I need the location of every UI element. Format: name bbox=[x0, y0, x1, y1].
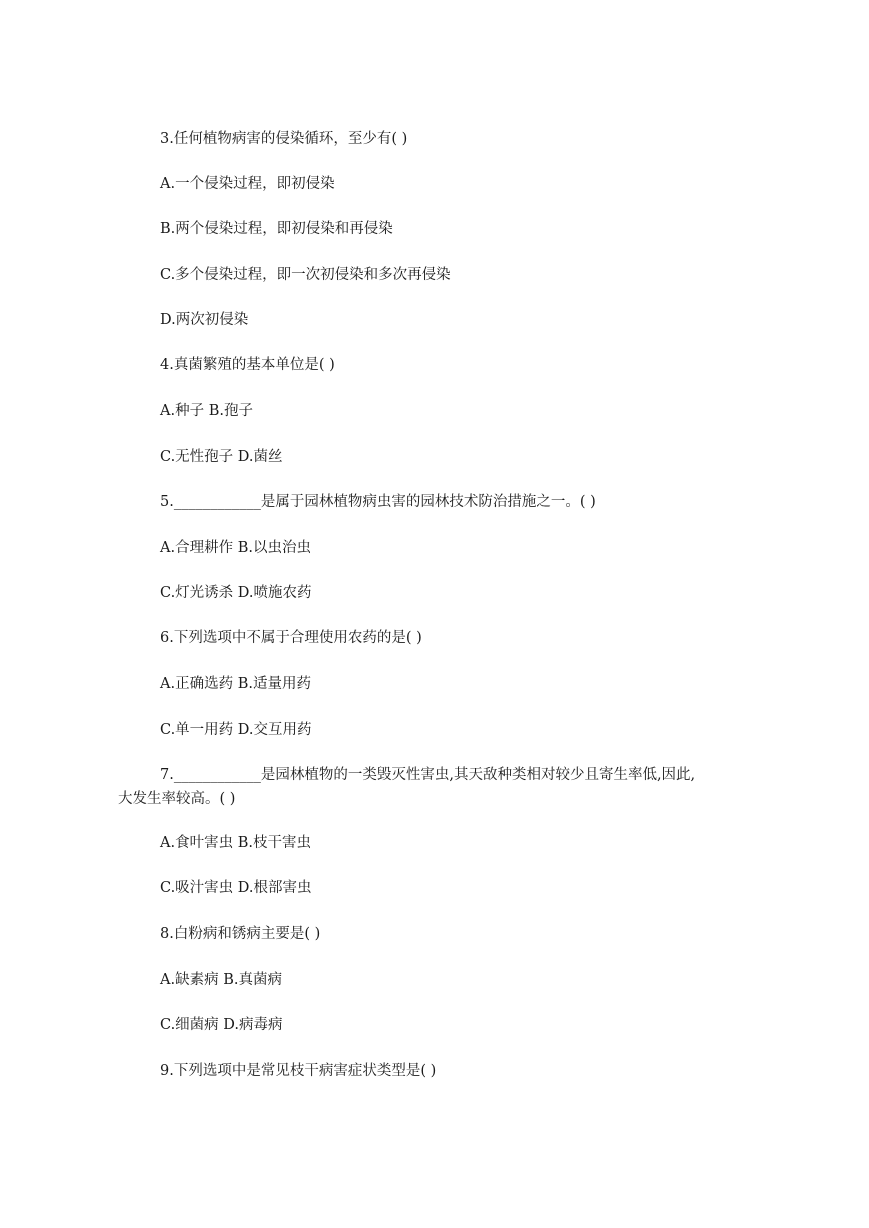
question-8-options-cd: C.细菌病 D.病毒病 bbox=[160, 1017, 283, 1033]
question-7-options-cd: C.吸汁害虫 D.根部害虫 bbox=[160, 880, 312, 896]
question-8-options-ab: A.缺素病 B.真菌病 bbox=[160, 972, 282, 988]
question-7-options-ab: A.食叶害虫 B.枝干害虫 bbox=[160, 835, 311, 851]
question-4-options-ab: A.种子 B.孢子 bbox=[160, 403, 253, 419]
question-6-stem: 6.下列选项中不属于合理使用农药的是( ) bbox=[160, 630, 422, 646]
question-3-stem: 3.任何植物病害的侵染循环，至少有( ) bbox=[160, 131, 408, 147]
question-8-stem: 8.白粉病和锈病主要是( ) bbox=[160, 926, 321, 942]
question-5-options-cd: C.灯光诱杀 D.喷施农药 bbox=[160, 585, 312, 601]
question-6-options-cd: C.单一用药 D.交互用药 bbox=[160, 722, 312, 738]
question-3-option-b: B.两个侵染过程，即初侵染和再侵染 bbox=[160, 221, 393, 237]
question-7-stem bbox=[118, 763, 748, 811]
question-4-options-cd: C.无性孢子 D.菌丝 bbox=[160, 449, 283, 465]
question-6-options-ab: A.正确选药 B.适量用药 bbox=[160, 676, 311, 692]
question-3-option-d: D.两次初侵染 bbox=[160, 312, 249, 328]
question-7-stem-line-2: 大发生率较高。( ) bbox=[118, 791, 236, 807]
question-5-stem: 5.____________是属于园林植物病虫害的园林技术防治措施之一。( ) bbox=[160, 494, 596, 510]
question-4-stem: 4.真菌繁殖的基本单位是( ) bbox=[160, 357, 335, 373]
question-5-options-ab: A.合理耕作 B.以虫治虫 bbox=[160, 540, 311, 556]
question-3-option-c: C.多个侵染过程，即一次初侵染和多次再侵染 bbox=[160, 267, 451, 283]
question-7-stem-line-1: 7.____________是园林植物的一类毁灭性害虫,其天敌种类相对较少且寄生率低,因此, bbox=[160, 767, 696, 783]
question-3-option-a: A.一个侵染过程，即初侵染 bbox=[160, 176, 335, 192]
question-9-stem: 9.下列选项中是常见枝干病害症状类型是( ) bbox=[160, 1063, 437, 1079]
